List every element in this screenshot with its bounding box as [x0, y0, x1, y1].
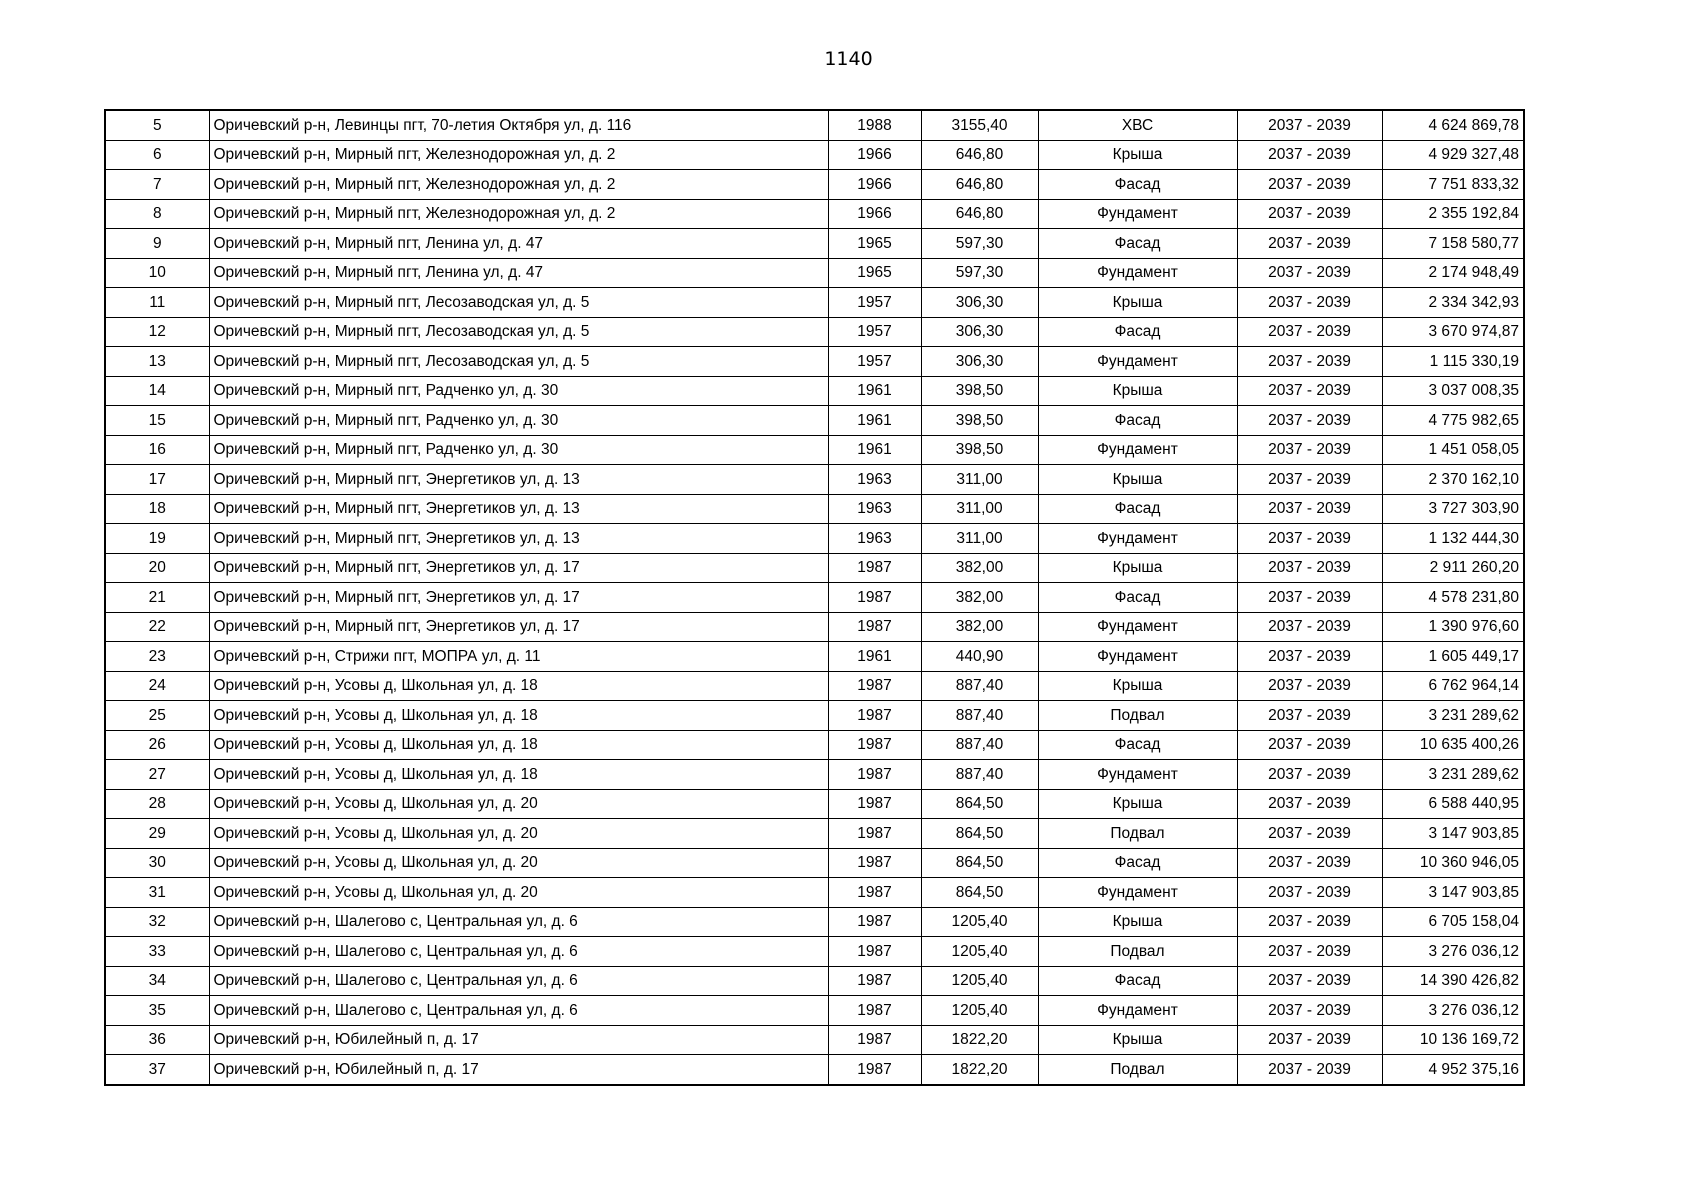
work-type-cell: Подвал [1038, 937, 1237, 967]
row-number-cell: 28 [105, 789, 209, 819]
address-cell: Оричевский р-н, Усовы д, Школьная ул, д. 18 [209, 671, 828, 701]
period-cell: 2037 - 2039 [1237, 612, 1382, 642]
work-type-cell: Подвал [1038, 1055, 1237, 1085]
period-cell: 2037 - 2039 [1237, 435, 1382, 465]
row-number-cell: 32 [105, 907, 209, 937]
address-cell: Оричевский р-н, Шалегово с, Центральная ул, д. 6 [209, 996, 828, 1026]
table-row [105, 317, 1524, 347]
area-cell: 646,80 [921, 140, 1038, 170]
table-row [105, 435, 1524, 465]
table-row [105, 789, 1524, 819]
row-number-cell: 5 [105, 110, 209, 140]
area-cell: 306,30 [921, 288, 1038, 318]
work-type-cell: Фасад [1038, 317, 1237, 347]
period-cell: 2037 - 2039 [1237, 789, 1382, 819]
year-built-cell: 1987 [828, 789, 921, 819]
period-cell: 2037 - 2039 [1237, 170, 1382, 200]
work-type-cell: Фундамент [1038, 612, 1237, 642]
table-row [105, 199, 1524, 229]
table-row [105, 848, 1524, 878]
year-built-cell: 1957 [828, 288, 921, 318]
work-type-cell: Крыша [1038, 376, 1237, 406]
area-cell: 597,30 [921, 229, 1038, 259]
period-cell: 2037 - 2039 [1237, 583, 1382, 613]
row-number-cell: 18 [105, 494, 209, 524]
area-cell: 887,40 [921, 671, 1038, 701]
area-cell: 646,80 [921, 199, 1038, 229]
address-cell: Оричевский р-н, Мирный пгт, Лесозаводская ул, д. 5 [209, 347, 828, 377]
address-cell: Оричевский р-н, Мирный пгт, Энергетиков ул, д. 13 [209, 494, 828, 524]
period-cell: 2037 - 2039 [1237, 140, 1382, 170]
area-cell: 1205,40 [921, 907, 1038, 937]
year-built-cell: 1987 [828, 878, 921, 908]
period-cell: 2037 - 2039 [1237, 494, 1382, 524]
period-cell: 2037 - 2039 [1237, 347, 1382, 377]
period-cell: 2037 - 2039 [1237, 760, 1382, 790]
work-type-cell: Фундамент [1038, 878, 1237, 908]
cost-cell: 3 276 036,12 [1382, 996, 1524, 1026]
year-built-cell: 1987 [828, 671, 921, 701]
period-cell: 2037 - 2039 [1237, 1055, 1382, 1085]
address-cell: Оричевский р-н, Усовы д, Школьная ул, д. 18 [209, 730, 828, 760]
year-built-cell: 1987 [828, 1025, 921, 1055]
row-number-cell: 34 [105, 966, 209, 996]
year-built-cell: 1961 [828, 435, 921, 465]
address-cell: Оричевский р-н, Юбилейный п, д. 17 [209, 1055, 828, 1085]
table-row [105, 996, 1524, 1026]
row-number-cell: 17 [105, 465, 209, 495]
work-type-cell: Подвал [1038, 701, 1237, 731]
year-built-cell: 1987 [828, 553, 921, 583]
period-cell: 2037 - 2039 [1237, 701, 1382, 731]
row-number-cell: 29 [105, 819, 209, 849]
cost-cell: 3 037 008,35 [1382, 376, 1524, 406]
cost-cell: 6 588 440,95 [1382, 789, 1524, 819]
year-built-cell: 1987 [828, 848, 921, 878]
work-type-cell: Фундамент [1038, 642, 1237, 672]
cost-cell: 6 705 158,04 [1382, 907, 1524, 937]
work-type-cell: Крыша [1038, 907, 1237, 937]
period-cell: 2037 - 2039 [1237, 406, 1382, 436]
period-cell: 2037 - 2039 [1237, 229, 1382, 259]
cost-cell: 10 136 169,72 [1382, 1025, 1524, 1055]
table-row [105, 170, 1524, 200]
row-number-cell: 15 [105, 406, 209, 436]
row-number-cell: 30 [105, 848, 209, 878]
table-body [105, 110, 1524, 1085]
period-cell: 2037 - 2039 [1237, 465, 1382, 495]
year-built-cell: 1966 [828, 170, 921, 200]
row-number-cell: 16 [105, 435, 209, 465]
period-cell: 2037 - 2039 [1237, 642, 1382, 672]
cost-cell: 7 751 833,32 [1382, 170, 1524, 200]
work-type-cell: Фасад [1038, 966, 1237, 996]
area-cell: 311,00 [921, 524, 1038, 554]
period-cell: 2037 - 2039 [1237, 258, 1382, 288]
address-cell: Оричевский р-н, Левинцы пгт, 70-летия Октября ул, д. 116 [209, 110, 828, 140]
cost-cell: 7 158 580,77 [1382, 229, 1524, 259]
year-built-cell: 1987 [828, 996, 921, 1026]
work-type-cell: Фундамент [1038, 996, 1237, 1026]
area-cell: 382,00 [921, 583, 1038, 613]
period-cell: 2037 - 2039 [1237, 819, 1382, 849]
address-cell: Оричевский р-н, Усовы д, Школьная ул, д. 20 [209, 878, 828, 908]
work-type-cell: Фундамент [1038, 435, 1237, 465]
year-built-cell: 1963 [828, 465, 921, 495]
work-type-cell: Крыша [1038, 789, 1237, 819]
cost-cell: 3 670 974,87 [1382, 317, 1524, 347]
address-cell: Оричевский р-н, Усовы д, Школьная ул, д. 18 [209, 701, 828, 731]
table-row [105, 140, 1524, 170]
year-built-cell: 1957 [828, 317, 921, 347]
area-cell: 398,50 [921, 406, 1038, 436]
cost-cell: 2 911 260,20 [1382, 553, 1524, 583]
work-type-cell: Фасад [1038, 170, 1237, 200]
address-cell: Оричевский р-н, Усовы д, Школьная ул, д. 20 [209, 789, 828, 819]
area-cell: 887,40 [921, 730, 1038, 760]
period-cell: 2037 - 2039 [1237, 376, 1382, 406]
area-cell: 306,30 [921, 347, 1038, 377]
area-cell: 440,90 [921, 642, 1038, 672]
period-cell: 2037 - 2039 [1237, 110, 1382, 140]
period-cell: 2037 - 2039 [1237, 288, 1382, 318]
area-cell: 864,50 [921, 878, 1038, 908]
work-type-cell: Фундамент [1038, 199, 1237, 229]
table-row [105, 937, 1524, 967]
table-row [105, 524, 1524, 554]
table-row [105, 494, 1524, 524]
address-cell: Оричевский р-н, Усовы д, Школьная ул, д. 20 [209, 848, 828, 878]
row-number-cell: 36 [105, 1025, 209, 1055]
period-cell: 2037 - 2039 [1237, 1025, 1382, 1055]
cost-cell: 4 775 982,65 [1382, 406, 1524, 436]
table-row [105, 347, 1524, 377]
work-type-cell: Фундамент [1038, 347, 1237, 377]
area-cell: 887,40 [921, 701, 1038, 731]
address-cell: Оричевский р-н, Мирный пгт, Энергетиков ул, д. 13 [209, 465, 828, 495]
row-number-cell: 7 [105, 170, 209, 200]
period-cell: 2037 - 2039 [1237, 937, 1382, 967]
row-number-cell: 14 [105, 376, 209, 406]
address-cell: Оричевский р-н, Мирный пгт, Энергетиков ул, д. 13 [209, 524, 828, 554]
table-row [105, 642, 1524, 672]
area-cell: 1205,40 [921, 996, 1038, 1026]
cost-cell: 3 231 289,62 [1382, 760, 1524, 790]
area-cell: 311,00 [921, 494, 1038, 524]
area-cell: 311,00 [921, 465, 1038, 495]
row-number-cell: 24 [105, 671, 209, 701]
work-type-cell: Фундамент [1038, 524, 1237, 554]
cost-cell: 4 578 231,80 [1382, 583, 1524, 613]
year-built-cell: 1966 [828, 140, 921, 170]
year-built-cell: 1987 [828, 1055, 921, 1085]
address-cell: Оричевский р-н, Мирный пгт, Радченко ул, д. 30 [209, 376, 828, 406]
area-cell: 398,50 [921, 376, 1038, 406]
area-cell: 398,50 [921, 435, 1038, 465]
work-type-cell: Крыша [1038, 1025, 1237, 1055]
address-cell: Оричевский р-н, Мирный пгт, Энергетиков ул, д. 17 [209, 553, 828, 583]
year-built-cell: 1988 [828, 110, 921, 140]
year-built-cell: 1987 [828, 701, 921, 731]
table-row [105, 1025, 1524, 1055]
year-built-cell: 1961 [828, 376, 921, 406]
period-cell: 2037 - 2039 [1237, 671, 1382, 701]
period-cell: 2037 - 2039 [1237, 966, 1382, 996]
address-cell: Оричевский р-н, Шалегово с, Центральная ул, д. 6 [209, 966, 828, 996]
repair-schedule-table [104, 109, 1525, 1086]
work-type-cell: Фасад [1038, 730, 1237, 760]
address-cell: Оричевский р-н, Мирный пгт, Железнодорожная ул, д. 2 [209, 170, 828, 200]
address-cell: Оричевский р-н, Усовы д, Школьная ул, д. 20 [209, 819, 828, 849]
period-cell: 2037 - 2039 [1237, 199, 1382, 229]
year-built-cell: 1965 [828, 258, 921, 288]
cost-cell: 2 355 192,84 [1382, 199, 1524, 229]
address-cell: Оричевский р-н, Мирный пгт, Энергетиков ул, д. 17 [209, 583, 828, 613]
work-type-cell: Фасад [1038, 229, 1237, 259]
table-row [105, 907, 1524, 937]
cost-cell: 3 147 903,85 [1382, 819, 1524, 849]
row-number-cell: 11 [105, 288, 209, 318]
table-row [105, 406, 1524, 436]
work-type-cell: Фасад [1038, 406, 1237, 436]
table-row [105, 966, 1524, 996]
row-number-cell: 35 [105, 996, 209, 1026]
year-built-cell: 1961 [828, 406, 921, 436]
page-number: 1140 [824, 48, 873, 70]
work-type-cell: Крыша [1038, 288, 1237, 318]
row-number-cell: 19 [105, 524, 209, 554]
period-cell: 2037 - 2039 [1237, 317, 1382, 347]
year-built-cell: 1961 [828, 642, 921, 672]
work-type-cell: Крыша [1038, 671, 1237, 701]
area-cell: 382,00 [921, 612, 1038, 642]
table-row [105, 110, 1524, 140]
address-cell: Оричевский р-н, Шалегово с, Центральная ул, д. 6 [209, 937, 828, 967]
cost-cell: 2 174 948,49 [1382, 258, 1524, 288]
table-row [105, 229, 1524, 259]
cost-cell: 6 762 964,14 [1382, 671, 1524, 701]
area-cell: 3155,40 [921, 110, 1038, 140]
address-cell: Оричевский р-н, Мирный пгт, Лесозаводская ул, д. 5 [209, 317, 828, 347]
table-row [105, 465, 1524, 495]
area-cell: 646,80 [921, 170, 1038, 200]
cost-cell: 2 370 162,10 [1382, 465, 1524, 495]
address-cell: Оричевский р-н, Шалегово с, Центральная ул, д. 6 [209, 907, 828, 937]
row-number-cell: 8 [105, 199, 209, 229]
year-built-cell: 1957 [828, 347, 921, 377]
row-number-cell: 25 [105, 701, 209, 731]
cost-cell: 1 451 058,05 [1382, 435, 1524, 465]
cost-cell: 1 605 449,17 [1382, 642, 1524, 672]
row-number-cell: 22 [105, 612, 209, 642]
table-row [105, 760, 1524, 790]
row-number-cell: 21 [105, 583, 209, 613]
table-row [105, 701, 1524, 731]
cost-cell: 10 635 400,26 [1382, 730, 1524, 760]
row-number-cell: 27 [105, 760, 209, 790]
area-cell: 1822,20 [921, 1055, 1038, 1085]
work-type-cell: Подвал [1038, 819, 1237, 849]
area-cell: 887,40 [921, 760, 1038, 790]
year-built-cell: 1987 [828, 907, 921, 937]
period-cell: 2037 - 2039 [1237, 996, 1382, 1026]
row-number-cell: 26 [105, 730, 209, 760]
address-cell: Оричевский р-н, Мирный пгт, Ленина ул, д. 47 [209, 258, 828, 288]
address-cell: Оричевский р-н, Усовы д, Школьная ул, д. 18 [209, 760, 828, 790]
table-row [105, 878, 1524, 908]
address-cell: Оричевский р-н, Мирный пгт, Железнодорожная ул, д. 2 [209, 199, 828, 229]
year-built-cell: 1966 [828, 199, 921, 229]
cost-cell: 3 147 903,85 [1382, 878, 1524, 908]
row-number-cell: 23 [105, 642, 209, 672]
cost-cell: 4 929 327,48 [1382, 140, 1524, 170]
area-cell: 864,50 [921, 789, 1038, 819]
row-number-cell: 37 [105, 1055, 209, 1085]
year-built-cell: 1987 [828, 819, 921, 849]
period-cell: 2037 - 2039 [1237, 907, 1382, 937]
area-cell: 306,30 [921, 317, 1038, 347]
cost-cell: 1 390 976,60 [1382, 612, 1524, 642]
period-cell: 2037 - 2039 [1237, 730, 1382, 760]
year-built-cell: 1987 [828, 612, 921, 642]
row-number-cell: 10 [105, 258, 209, 288]
table-row [105, 258, 1524, 288]
year-built-cell: 1987 [828, 760, 921, 790]
year-built-cell: 1963 [828, 494, 921, 524]
address-cell: Оричевский р-н, Мирный пгт, Ленина ул, д. 47 [209, 229, 828, 259]
cost-cell: 1 115 330,19 [1382, 347, 1524, 377]
year-built-cell: 1963 [828, 524, 921, 554]
row-number-cell: 6 [105, 140, 209, 170]
year-built-cell: 1987 [828, 966, 921, 996]
period-cell: 2037 - 2039 [1237, 553, 1382, 583]
year-built-cell: 1987 [828, 937, 921, 967]
address-cell: Оричевский р-н, Мирный пгт, Радченко ул, д. 30 [209, 406, 828, 436]
cost-cell: 3 276 036,12 [1382, 937, 1524, 967]
work-type-cell: Крыша [1038, 553, 1237, 583]
work-type-cell: Крыша [1038, 465, 1237, 495]
work-type-cell: Фундамент [1038, 258, 1237, 288]
row-number-cell: 9 [105, 229, 209, 259]
row-number-cell: 13 [105, 347, 209, 377]
table-row [105, 612, 1524, 642]
work-type-cell: Фасад [1038, 848, 1237, 878]
area-cell: 1205,40 [921, 966, 1038, 996]
area-cell: 597,30 [921, 258, 1038, 288]
table-row [105, 553, 1524, 583]
address-cell: Оричевский р-н, Стрижи пгт, МОПРА ул, д. 11 [209, 642, 828, 672]
row-number-cell: 33 [105, 937, 209, 967]
year-built-cell: 1965 [828, 229, 921, 259]
cost-cell: 3 231 289,62 [1382, 701, 1524, 731]
table-row [105, 730, 1524, 760]
cost-cell: 3 727 303,90 [1382, 494, 1524, 524]
address-cell: Оричевский р-н, Мирный пгт, Радченко ул, д. 30 [209, 435, 828, 465]
work-type-cell: Фасад [1038, 583, 1237, 613]
cost-cell: 4 952 375,16 [1382, 1055, 1524, 1085]
period-cell: 2037 - 2039 [1237, 524, 1382, 554]
table-row [105, 376, 1524, 406]
row-number-cell: 31 [105, 878, 209, 908]
area-cell: 1205,40 [921, 937, 1038, 967]
row-number-cell: 12 [105, 317, 209, 347]
table-row [105, 1055, 1524, 1085]
row-number-cell: 20 [105, 553, 209, 583]
table-row [105, 288, 1524, 318]
cost-cell: 10 360 946,05 [1382, 848, 1524, 878]
year-built-cell: 1987 [828, 583, 921, 613]
address-cell: Оричевский р-н, Мирный пгт, Железнодорожная ул, д. 2 [209, 140, 828, 170]
area-cell: 1822,20 [921, 1025, 1038, 1055]
table-row [105, 583, 1524, 613]
work-type-cell: Крыша [1038, 140, 1237, 170]
area-cell: 382,00 [921, 553, 1038, 583]
work-type-cell: ХВС [1038, 110, 1237, 140]
work-type-cell: Фасад [1038, 494, 1237, 524]
cost-cell: 2 334 342,93 [1382, 288, 1524, 318]
area-cell: 864,50 [921, 848, 1038, 878]
cost-cell: 1 132 444,30 [1382, 524, 1524, 554]
area-cell: 864,50 [921, 819, 1038, 849]
cost-cell: 4 624 869,78 [1382, 110, 1524, 140]
period-cell: 2037 - 2039 [1237, 848, 1382, 878]
address-cell: Оричевский р-н, Мирный пгт, Энергетиков ул, д. 17 [209, 612, 828, 642]
year-built-cell: 1987 [828, 730, 921, 760]
period-cell: 2037 - 2039 [1237, 878, 1382, 908]
address-cell: Оричевский р-н, Юбилейный п, д. 17 [209, 1025, 828, 1055]
table-row [105, 819, 1524, 849]
work-type-cell: Фундамент [1038, 760, 1237, 790]
address-cell: Оричевский р-н, Мирный пгт, Лесозаводская ул, д. 5 [209, 288, 828, 318]
cost-cell: 14 390 426,82 [1382, 966, 1524, 996]
table-row [105, 671, 1524, 701]
